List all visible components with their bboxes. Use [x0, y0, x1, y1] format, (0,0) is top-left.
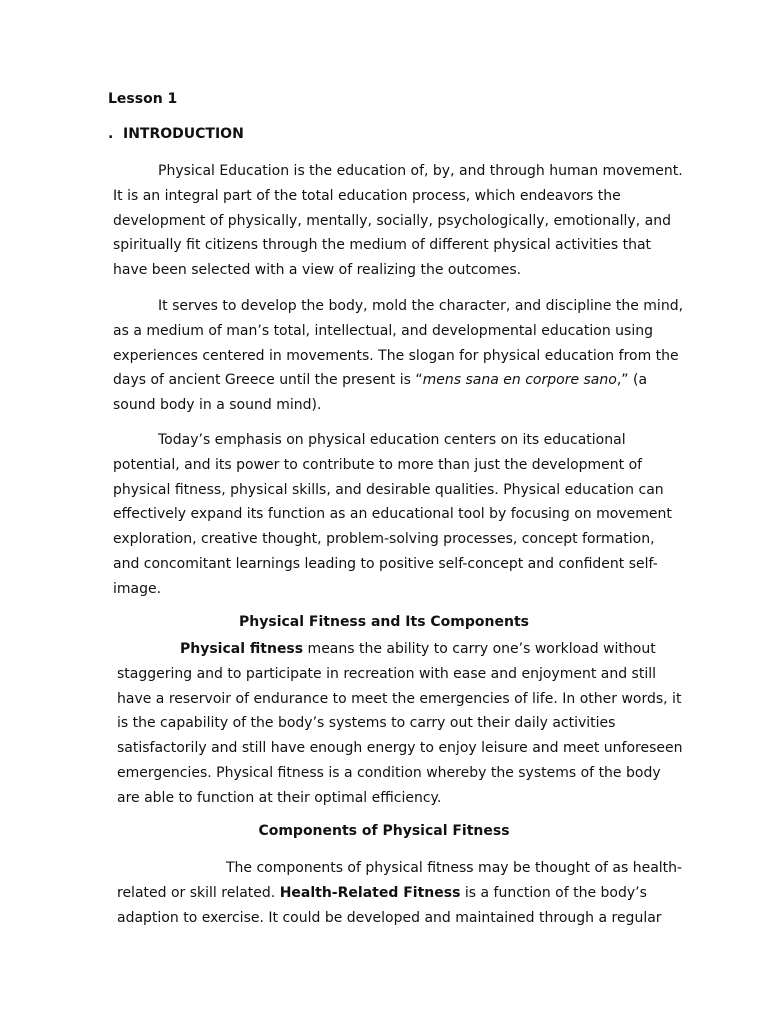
paragraph-line: Today’s emphasis on physical education centers on its educational — [158, 432, 626, 448]
paragraph-introduction-2 — [113, 294, 693, 418]
paragraph-line: experiences centered in movements. The slogan for physical education from the — [113, 347, 679, 364]
paragraph-line: sound body in a sound mind). — [113, 397, 322, 414]
paragraph-line: are able to function at their optimal efficiency. — [117, 789, 442, 806]
paragraph-line: Physical Education is the education of, by, and through human movement. — [158, 163, 683, 179]
definition-text: means the ability to carry one’s workload without — [303, 641, 656, 657]
paragraph-line: satisfactorily and still have enough energy to enjoy leisure and meet unforeseen — [117, 740, 683, 757]
paragraph-line: spiritually fit citizens through the medium of different physical activities that — [113, 237, 652, 254]
paragraph-line: image. — [113, 580, 162, 597]
paragraph-introduction-1 — [113, 159, 693, 283]
paragraph-line: and concomitant learnings leading to positive self-concept and confident self- — [113, 555, 658, 572]
lesson-title: Lesson 1 — [108, 91, 178, 107]
paragraph-line: have a reservoir of endurance to meet the emergencies of life. In other words, it — [117, 690, 682, 707]
paragraph-line: It serves to develop the body, mold the character, and discipline the mind, — [158, 298, 684, 314]
latin-slogan: mens sana en corpore sano — [422, 372, 617, 389]
paragraph-line: is the capability of the body’s systems to carry out their daily activities — [117, 715, 616, 732]
paragraph-line: The components of physical fitness may be thought of as health- — [226, 860, 683, 876]
components-lead-text: related or skill related. — [117, 884, 280, 901]
paragraph-line: have been selected with a view of realizing the outcomes. — [113, 262, 522, 279]
paragraph-line: emergencies. Physical fitness is a condition whereby the systems of the body — [117, 764, 661, 781]
slogan-trail-text: ,” (a — [616, 372, 648, 389]
components-trail-text: is a function of the body’s — [460, 884, 647, 901]
term-health-related-fitness: Health-Related Fitness — [279, 884, 461, 901]
paragraph-components — [117, 856, 697, 930]
slogan-lead-text: days of ancient Greece until the present is “ — [113, 372, 423, 389]
paragraph-line — [113, 368, 693, 393]
term-physical-fitness: Physical fitness — [180, 641, 304, 657]
paragraph-introduction-3 — [113, 428, 693, 602]
heading-components-of-physical-fitness: Components of Physical Fitness — [258, 823, 510, 839]
paragraph-line: staggering and to participate in recreation with ease and enjoyment and still — [117, 665, 657, 682]
paragraph-line: exploration, creative thought, problem-solving processes, concept formation, — [113, 531, 655, 548]
paragraph-physical-fitness — [117, 637, 697, 811]
paragraph-line: adaption to exercise. It could be developed and maintained through a regular — [117, 909, 662, 926]
section-bullet: . — [108, 126, 114, 142]
paragraph-line: potential, and its power to contribute to more than just the development of — [113, 456, 643, 473]
paragraph-line: development of physically, mentally, socially, psychologically, emotionally, and — [113, 212, 671, 229]
paragraph-line: It is an integral part of the total education process, which endeavors the — [113, 187, 621, 204]
section-heading-introduction — [108, 126, 244, 142]
paragraph-line: physical fitness, physical skills, and desirable qualities. Physical education can — [113, 481, 664, 498]
paragraph-line — [117, 637, 697, 662]
section-title: INTRODUCTION — [123, 126, 244, 142]
paragraph-line — [117, 881, 697, 906]
paragraph-line: as a medium of man’s total, intellectual, and developmental education using — [113, 322, 653, 339]
heading-physical-fitness-components: Physical Fitness and Its Components — [239, 614, 529, 630]
paragraph-line: effectively expand its function as an educational tool by focusing on movement — [113, 506, 672, 523]
